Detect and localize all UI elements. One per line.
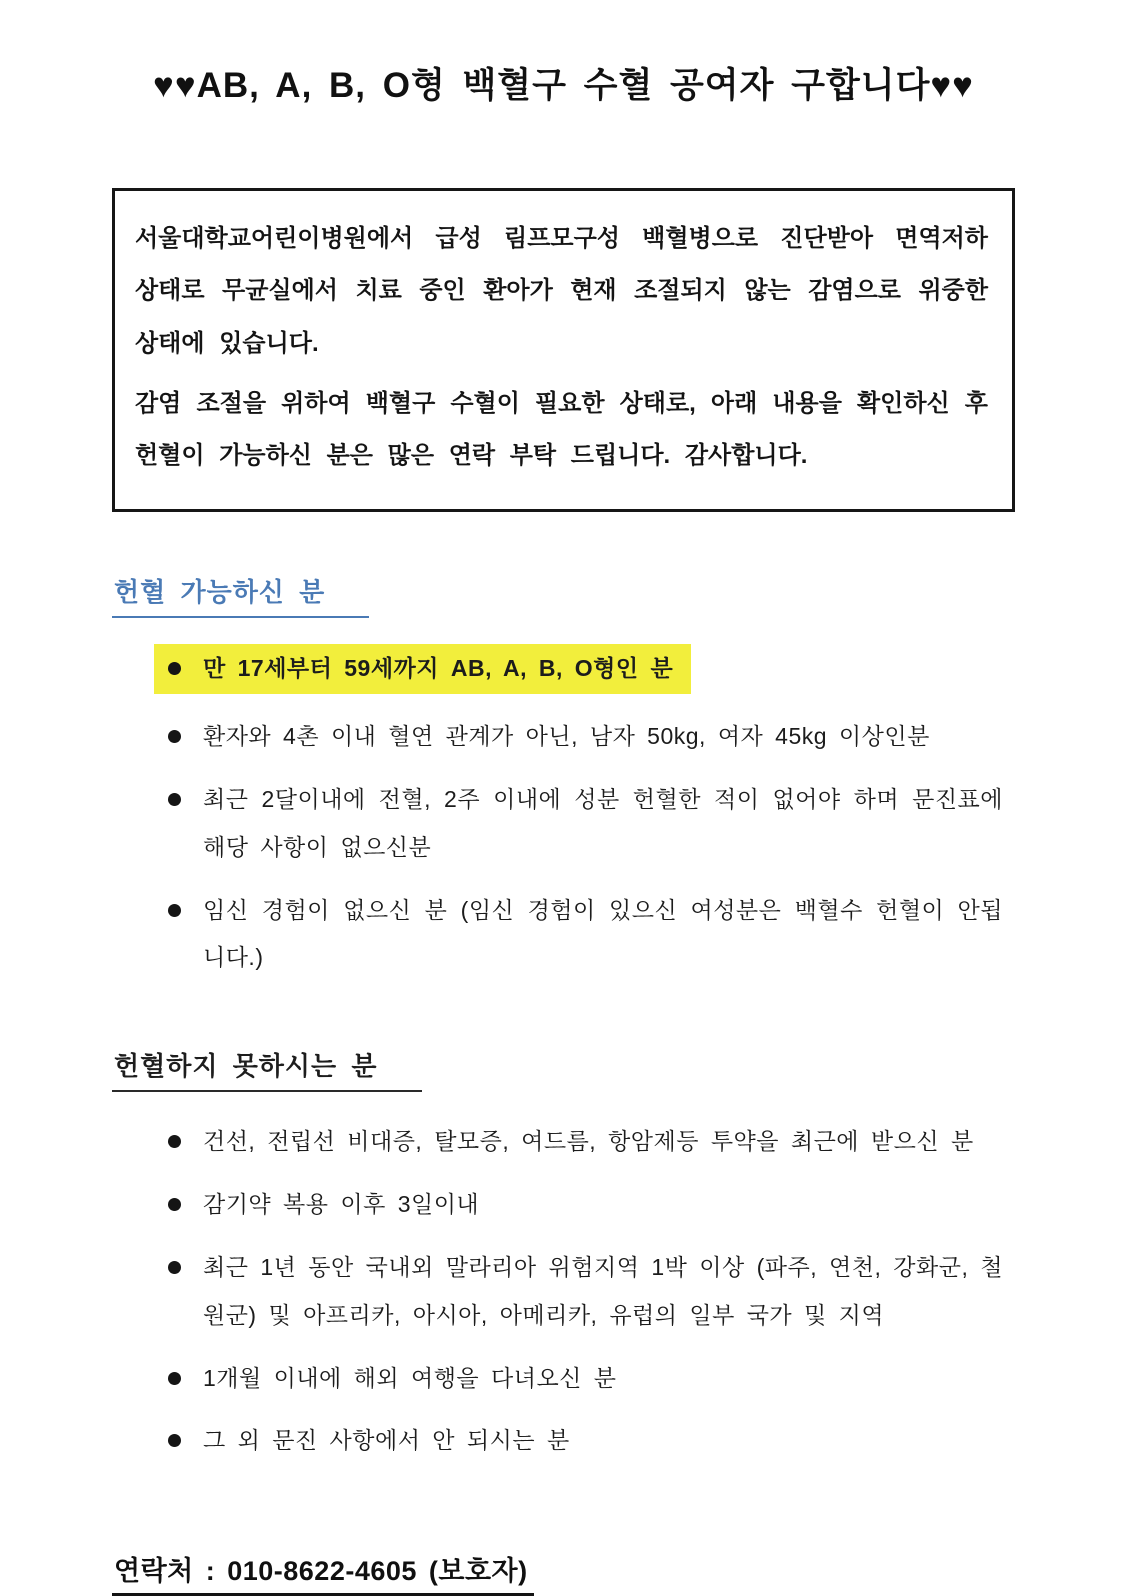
contact-section xyxy=(112,1465,1015,1596)
list-item xyxy=(154,776,1015,872)
list-item-text: 만 17세부터 59세까지 AB, A, B, O형인 분 xyxy=(203,654,674,681)
bullet-icon xyxy=(168,1135,181,1148)
list-item xyxy=(154,887,1015,983)
list-item xyxy=(154,644,691,695)
list-item-text: 임신 경험이 없으신 분 (임신 경험이 있으신 여성분은 백혈수 헌혈이 안됩니다.) xyxy=(203,896,1003,971)
list-item xyxy=(154,1244,1015,1340)
section-ineligible xyxy=(112,1046,1015,1465)
list-item-text: 1개월 이내에 해외 여행을 다녀오신 분 xyxy=(203,1364,617,1391)
notice-box xyxy=(112,188,1015,512)
list-item xyxy=(154,1355,1015,1403)
list-item-text: 최근 2달이내에 전혈, 2주 이내에 성분 헌혈한 적이 없어야 하며 문진표에 해당 사항이 없으신분 xyxy=(203,785,1003,860)
list-item-text: 최근 1년 동안 국내외 말라리아 위험지역 1박 이상 (파주, 연천, 강화군, 철원군) 및 아프리카, 아시아, 아메리카, 유럽의 일부 국가 및 지역 xyxy=(203,1253,1003,1328)
list-item-text: 환자와 4촌 이내 혈연 관계가 아닌, 남자 50kg, 여자 45kg 이상인분 xyxy=(203,723,930,750)
bullet-icon xyxy=(168,1198,181,1211)
bullet-icon xyxy=(168,1372,181,1385)
list-item-text: 그 외 문진 사항에서 안 되시는 분 xyxy=(203,1427,570,1454)
bullet-icon xyxy=(168,730,181,743)
section-eligible xyxy=(112,572,1015,983)
bullet-icon xyxy=(168,1261,181,1274)
list-item xyxy=(154,1118,1015,1166)
eligible-heading: 헌혈 가능하신 분 xyxy=(112,572,369,618)
document-title: ♥♥AB, A, B, O형 백혈구 수혈 공여자 구합니다♥♥ xyxy=(153,66,974,105)
ineligible-list xyxy=(112,1118,1015,1465)
bullet-icon xyxy=(168,793,181,806)
list-item-text: 감기약 복용 이후 3일이내 xyxy=(203,1191,480,1218)
list-item xyxy=(154,1181,1015,1229)
notice-paragraph: 감염 조절을 위하여 백혈구 수혈이 필요한 상태로, 아래 내용을 확인하신 후 헌혈이 가능하신 분은 많은 연락 부탁 드립니다. 감사합니다. xyxy=(135,389,988,470)
list-item xyxy=(154,713,1015,761)
bullet-icon xyxy=(168,904,181,917)
contact-line: 연락처 : 010-8622-4605 (보호자) xyxy=(112,1549,534,1596)
list-item xyxy=(154,1417,1015,1465)
bullet-icon xyxy=(168,662,181,675)
eligible-list xyxy=(112,644,1015,983)
ineligible-heading: 헌혈하지 못하시는 분 xyxy=(112,1046,422,1092)
bullet-icon xyxy=(168,1434,181,1447)
notice-paragraph: 서울대학교어린이병원에서 급성 림프모구성 백혈병으로 진단받아 면역저하 상태로 무균실에서 치료 중인 환아가 현재 조절되지 않는 감염으로 위중한 상태에 있습니다. xyxy=(135,225,988,357)
list-item-text: 건선, 전립선 비대증, 탈모증, 여드름, 항암제등 투약을 최근에 받으신 분 xyxy=(203,1128,974,1155)
